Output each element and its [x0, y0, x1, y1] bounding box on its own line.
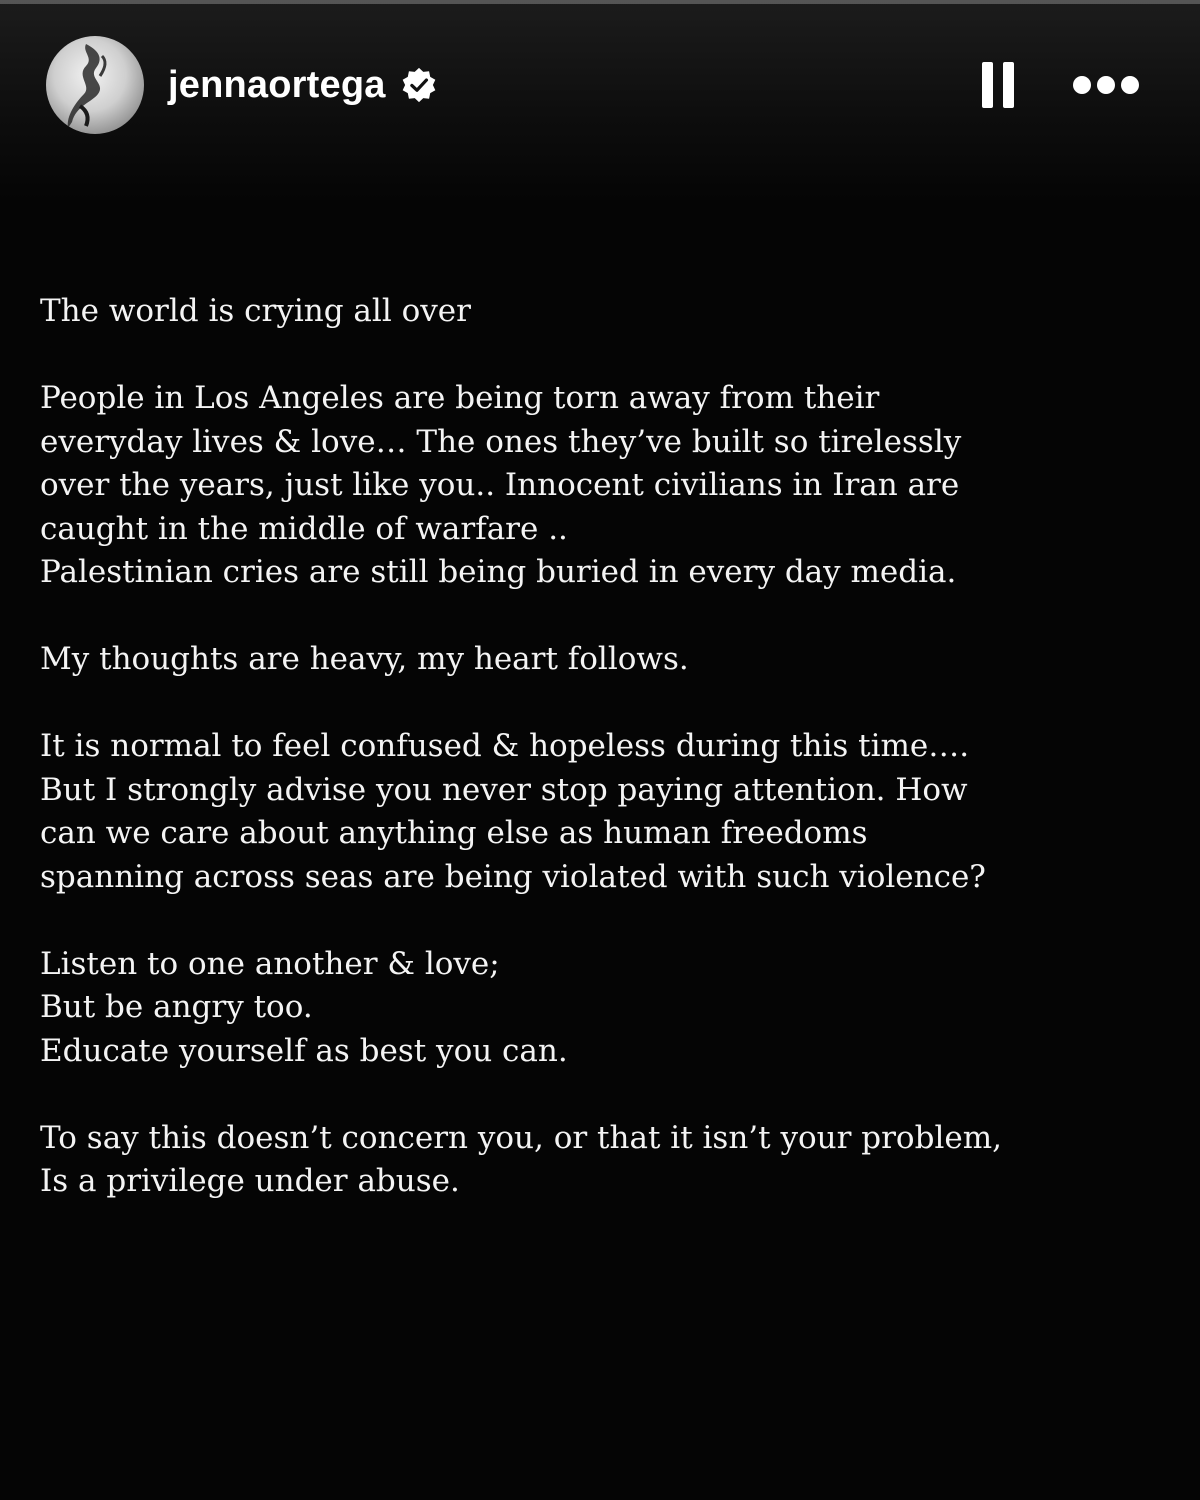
post-text-line: over the years, just like you.. Innocent civilians in Iran are	[40, 467, 960, 503]
post-text-line: spanning across seas are being violated with such violence?	[40, 858, 986, 895]
story-header	[46, 36, 438, 134]
post-text-line: But I strongly advise you never stop paying attention. How	[40, 771, 968, 808]
post-text-line: People in Los Angeles are being torn away from their	[40, 380, 880, 416]
post-text-line: It is normal to feel confused & hopeless during this time….	[40, 728, 970, 764]
verified-badge-icon	[400, 66, 438, 104]
more-options-icon[interactable]	[1070, 70, 1142, 100]
post-paragraph	[40, 290, 1160, 334]
post-paragraph	[40, 943, 1160, 1074]
post-text-line: The world is crying all over	[40, 293, 471, 329]
avatar[interactable]	[46, 36, 144, 134]
post-text-line: My thoughts are heavy, my heart follows.	[40, 641, 689, 677]
post-text	[40, 290, 1160, 1247]
post-paragraph	[40, 377, 1160, 595]
post-text-line: To say this doesn’t concern you, or that it isn’t your problem,	[40, 1119, 1002, 1156]
post-text-line: Is a privilege under abuse.	[40, 1163, 460, 1199]
post-text-line: can we care about anything else as human freedoms	[40, 815, 868, 851]
username[interactable]: jennaortega	[168, 63, 386, 106]
post-paragraph	[40, 725, 1160, 899]
post-text-line: But be angry too.	[40, 989, 313, 1025]
post-text-line: Listen to one another & love;	[40, 945, 500, 982]
post-text-line: Educate yourself as best you can.	[40, 1032, 568, 1069]
story-progress-bar	[0, 0, 1200, 4]
post-text-line: everyday lives & love… The ones they’ve built so tirelessly	[40, 423, 962, 460]
post-text-line: Palestinian cries are still being buried in every day media.	[40, 554, 957, 590]
pause-icon[interactable]	[978, 60, 1018, 110]
avatar-image	[46, 36, 144, 134]
post-text-line: caught in the middle of warfare ..	[40, 510, 568, 547]
post-paragraph	[40, 1117, 1160, 1204]
post-paragraph	[40, 638, 1160, 682]
